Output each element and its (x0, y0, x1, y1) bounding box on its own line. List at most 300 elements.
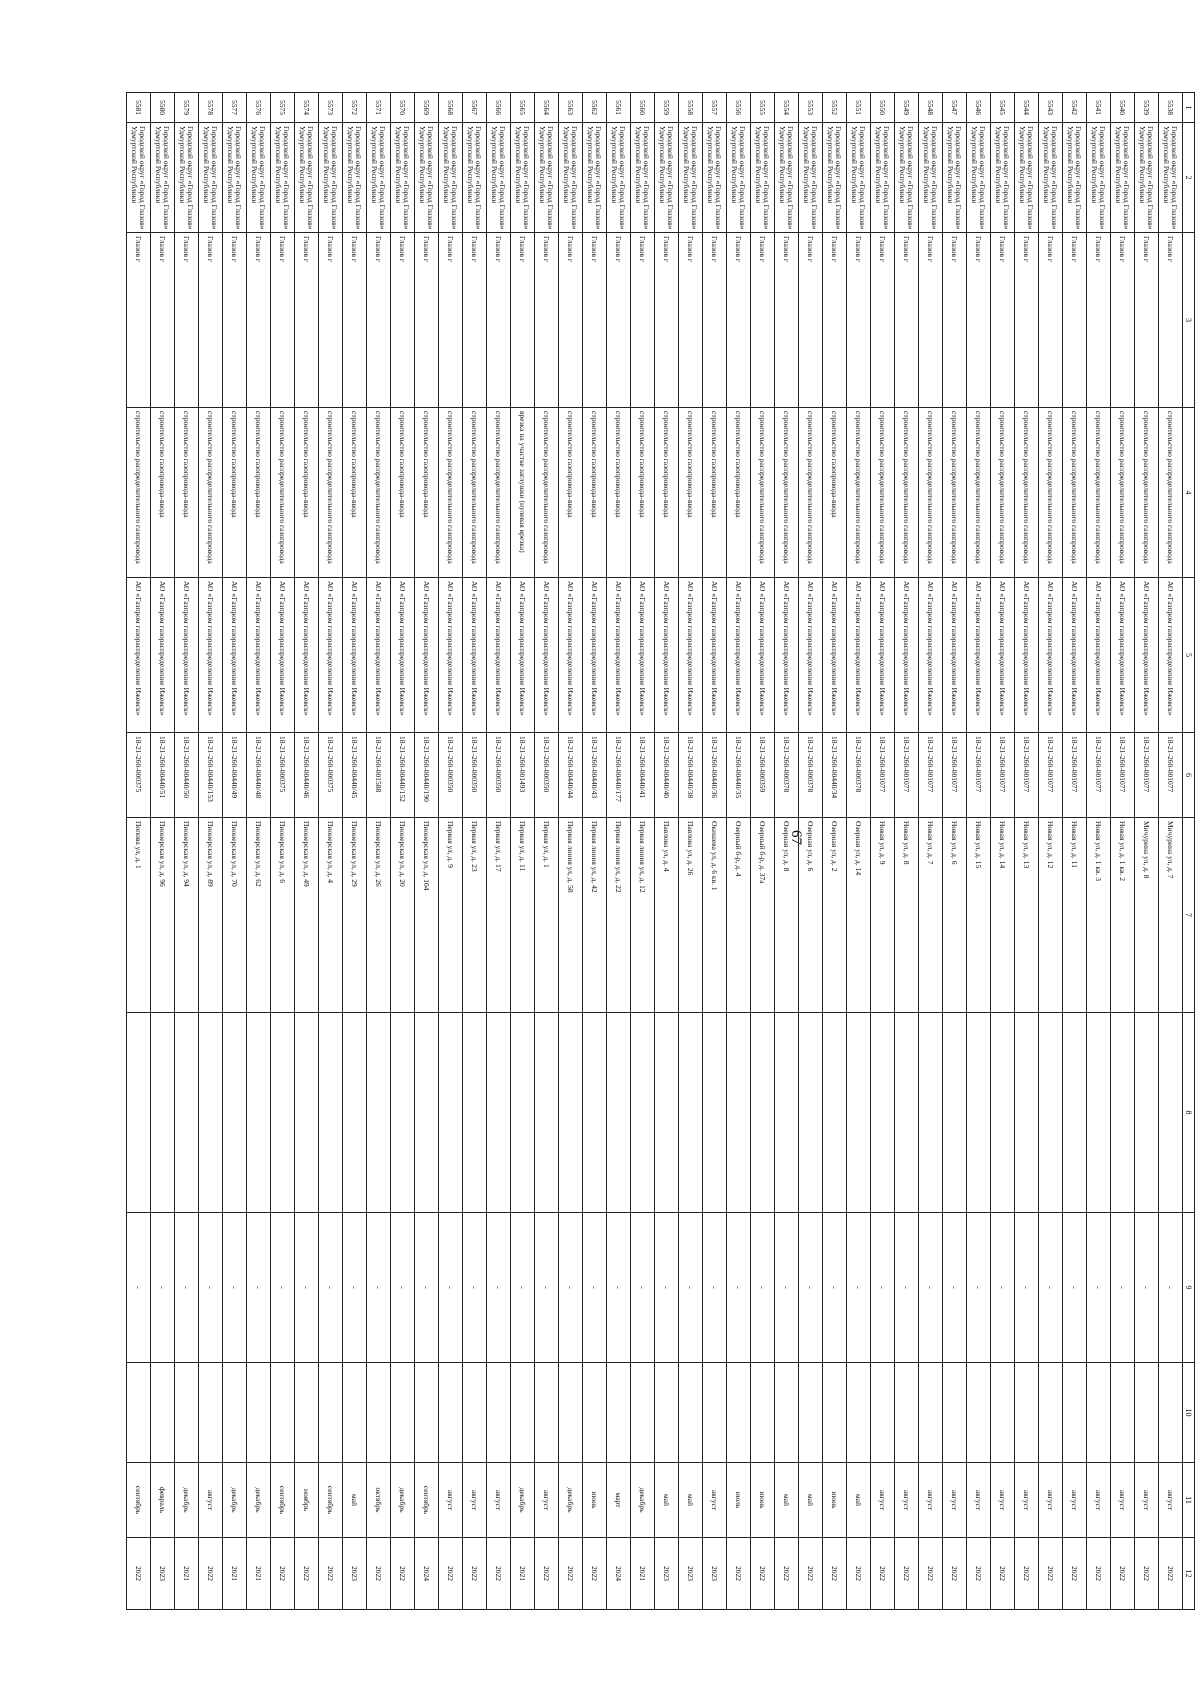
object-code-cell: 18-21-260-001077 (919, 733, 943, 818)
object-code-cell: 18-21-260-00440/43 (583, 733, 607, 818)
district-line-2: Удмуртской Республики (682, 126, 692, 204)
district-line-1: Городской округ «Город Глазов» (834, 126, 844, 230)
row-number-cell: 5559 (655, 93, 679, 123)
table-row (319, 93, 343, 1610)
month-cell: декабрь (391, 1463, 415, 1538)
object-code-cell: 18-21-260-001077 (1087, 733, 1111, 818)
work-type-cell: строительство распределительного газопровода (367, 408, 391, 578)
column-9-cell: - (271, 1213, 295, 1363)
work-type-cell: строительство газопровода-ввода (631, 408, 655, 578)
district-line-2: Удмуртской Республики (946, 126, 956, 204)
district-cell (415, 123, 439, 233)
column-10-cell (991, 1363, 1015, 1463)
work-type-cell: строительство газопровода-ввода (295, 408, 319, 578)
column-number-header-row (1183, 93, 1195, 1610)
district-line-1: Городской округ «Город Глазов» (186, 126, 196, 230)
column-8-cell (583, 1013, 607, 1213)
district-cell (799, 123, 823, 233)
district-cell (823, 123, 847, 233)
column-8-cell (847, 1013, 871, 1213)
column-header: 1 (1183, 93, 1195, 123)
row-number-cell: 5545 (991, 93, 1015, 123)
address-cell: Пионерская ул, д. 96 (151, 818, 175, 1013)
object-code-cell: 18-21-260-00440/35 (727, 733, 751, 818)
gas-pipeline-schedule-table (126, 92, 1195, 1610)
work-type-cell: строительство распределительного газопровода (1015, 408, 1039, 578)
work-type-cell: строительство распределительного газопровода (1063, 408, 1087, 578)
district-cell (631, 123, 655, 233)
organization-cell: АО «Газпром газораспределение Ижевск» (1087, 578, 1111, 733)
row-number-cell: 5579 (175, 93, 199, 123)
district-line-1: Городской округ «Город Глазов» (1170, 126, 1180, 230)
column-9-cell: - (1063, 1213, 1087, 1363)
settlement-cell: Глазов г (487, 233, 511, 408)
address-cell: Озерная ул, д. 2 (823, 818, 847, 1013)
column-9-cell: - (679, 1213, 703, 1363)
year-cell: 2023 (655, 1538, 679, 1610)
column-8-cell (919, 1013, 943, 1213)
month-cell: сентябрь (271, 1463, 295, 1538)
row-number-cell: 5550 (871, 93, 895, 123)
column-8-cell (199, 1013, 223, 1213)
settlement-cell: Глазов г (1111, 233, 1135, 408)
district-line-1: Городской округ «Город Глазов» (906, 126, 916, 230)
district-line-1: Городской округ «Город Глазов» (258, 126, 268, 230)
column-header: 4 (1183, 408, 1195, 578)
column-8-cell (415, 1013, 439, 1213)
row-number-cell: 5566 (487, 93, 511, 123)
table-row (247, 93, 271, 1610)
district-line-2: Удмуртской Республики (994, 126, 1004, 204)
month-cell: август (1111, 1463, 1135, 1538)
column-8-cell (967, 1013, 991, 1213)
year-cell: 2022 (487, 1538, 511, 1610)
year-cell: 2021 (175, 1538, 199, 1610)
year-cell: 2022 (439, 1538, 463, 1610)
address-cell: Пионерская ул, д. 49 (295, 818, 319, 1013)
object-code-cell: 18-21-260-00440/36 (703, 733, 727, 818)
column-10-cell (415, 1363, 439, 1463)
column-8-cell (631, 1013, 655, 1213)
work-type-cell: строительство распределительного газопровода (1087, 408, 1111, 578)
column-9-cell: - (367, 1213, 391, 1363)
district-line-1: Городской округ «Город Глазов» (426, 126, 436, 230)
district-line-2: Удмуртской Республики (1042, 126, 1052, 204)
row-number-cell: 5538 (1159, 93, 1183, 123)
settlement-cell: Глазов г (823, 233, 847, 408)
object-code-cell: 18-21-260-00440/34 (823, 733, 847, 818)
district-cell (295, 123, 319, 233)
month-cell: декабрь (631, 1463, 655, 1538)
row-number-cell: 5551 (847, 93, 871, 123)
work-type-cell: строительство распределительного газопровода (919, 408, 943, 578)
district-line-2: Удмуртской Республики (466, 126, 476, 204)
column-8-cell (151, 1013, 175, 1213)
district-cell (895, 123, 919, 233)
district-cell (175, 123, 199, 233)
row-number-cell: 5580 (151, 93, 175, 123)
district-cell (583, 123, 607, 233)
column-10-cell (367, 1363, 391, 1463)
work-type-cell: строительство распределительного газопровода (1039, 408, 1063, 578)
column-10-cell (199, 1363, 223, 1463)
column-10-cell (871, 1363, 895, 1463)
column-8-cell (871, 1013, 895, 1213)
address-cell: Новая ул, д. 11 (1063, 818, 1087, 1013)
table-row (943, 93, 967, 1610)
district-line-1: Городской округ «Город Глазов» (978, 126, 988, 230)
table-row (535, 93, 559, 1610)
row-number-cell: 5560 (631, 93, 655, 123)
district-cell (703, 123, 727, 233)
table-row (223, 93, 247, 1610)
address-cell: Озерный б-р, д. 37а (751, 818, 775, 1013)
work-type-cell: строительство газопровода-ввода (391, 408, 415, 578)
address-cell: Пионерская ул, д. 29 (343, 818, 367, 1013)
district-line-2: Удмуртской Республики (970, 126, 980, 204)
year-cell: 2022 (991, 1538, 1015, 1610)
year-cell: 2021 (247, 1538, 271, 1610)
address-cell: Пионерская ул, д. 6 (271, 818, 295, 1013)
organization-cell: АО «Газпром газораспределение Ижевск» (151, 578, 175, 733)
object-code-cell: 18-21-260-00440/50 (175, 733, 199, 818)
district-cell (559, 123, 583, 233)
month-cell: август (991, 1463, 1015, 1538)
address-cell: Первая линия ул, д. 58 (559, 818, 583, 1013)
column-9-cell: - (631, 1213, 655, 1363)
column-8-cell (703, 1013, 727, 1213)
month-cell: март (607, 1463, 631, 1538)
district-line-2: Удмуртской Республики (826, 126, 836, 204)
settlement-cell: Глазов г (319, 233, 343, 408)
district-line-1: Городской округ «Город Глазов» (666, 126, 676, 230)
month-cell: май (799, 1463, 823, 1538)
table-row (367, 93, 391, 1610)
object-code-cell: 18-21-260-000378 (847, 733, 871, 818)
row-number-cell: 5570 (391, 93, 415, 123)
district-line-1: Городской округ «Город Глазов» (810, 126, 820, 230)
row-number-cell: 5547 (943, 93, 967, 123)
organization-cell: АО «Газпром газораспределение Ижевск» (535, 578, 559, 733)
address-cell: Новая ул, д. 1 кв. 3 (1087, 818, 1111, 1013)
column-9-cell: - (967, 1213, 991, 1363)
object-code-cell: 18-21-260-001493 (511, 733, 535, 818)
table-row (1159, 93, 1183, 1610)
column-8-cell (487, 1013, 511, 1213)
work-type-cell: строительство газопровода-ввода (823, 408, 847, 578)
object-code-cell: 18-21-260-00440/152 (391, 733, 415, 818)
district-line-2: Удмуртской Республики (490, 126, 500, 204)
organization-cell: АО «Газпром газораспределение Ижевск» (991, 578, 1015, 733)
row-number-cell: 5556 (727, 93, 751, 123)
district-line-1: Городской округ «Город Глазов» (1050, 126, 1060, 230)
object-code-cell: 18-21-260-001077 (1111, 733, 1135, 818)
district-line-1: Городской округ «Город Глазов» (138, 126, 148, 230)
month-cell: август (199, 1463, 223, 1538)
year-cell: 2021 (511, 1538, 535, 1610)
year-cell: 2022 (199, 1538, 223, 1610)
district-line-2: Удмуртской Республики (730, 126, 740, 204)
address-cell: Новая ул, д. 7 (919, 818, 943, 1013)
column-9-cell: - (175, 1213, 199, 1363)
district-cell (1111, 123, 1135, 233)
district-cell (439, 123, 463, 233)
object-code-cell: 18-21-260-000375 (127, 733, 151, 818)
work-type-cell: строительство распределительного газопровода (871, 408, 895, 578)
work-type-cell: строительство газопровода-ввода (247, 408, 271, 578)
object-code-cell: 18-21-260-00440/49 (223, 733, 247, 818)
year-cell: 2022 (1087, 1538, 1111, 1610)
address-cell: Первая ул, д. 17 (487, 818, 511, 1013)
work-type-cell: строительство газопровода-ввода (151, 408, 175, 578)
year-cell: 2023 (703, 1538, 727, 1610)
table-row (871, 93, 895, 1610)
column-8-cell (127, 1013, 151, 1213)
district-cell (991, 123, 1015, 233)
column-9-cell: - (895, 1213, 919, 1363)
row-number-cell: 5543 (1039, 93, 1063, 123)
year-cell: 2022 (943, 1538, 967, 1610)
column-10-cell (967, 1363, 991, 1463)
column-header: 10 (1183, 1363, 1195, 1463)
address-cell: Новая ул, д. 15 (967, 818, 991, 1013)
district-line-1: Городской округ «Город Глазов» (282, 126, 292, 230)
district-line-1: Городской округ «Город Глазов» (402, 126, 412, 230)
column-8-cell (319, 1013, 343, 1213)
column-9-cell: - (1111, 1213, 1135, 1363)
object-code-cell: 18-21-260-00440/177 (607, 733, 631, 818)
row-number-cell: 5568 (439, 93, 463, 123)
month-cell: декабрь (175, 1463, 199, 1538)
row-number-cell: 5574 (295, 93, 319, 123)
table-row (391, 93, 415, 1610)
table-row (511, 93, 535, 1610)
month-cell: июль (727, 1463, 751, 1538)
district-line-1: Городской округ «Город Глазов» (570, 126, 580, 230)
address-cell: Первая ул, д. 9 (439, 818, 463, 1013)
month-cell: ноябрь (295, 1463, 319, 1538)
table-row (799, 93, 823, 1610)
address-cell: Окишева ул, д. 6 кв. 1 (703, 818, 727, 1013)
column-10-cell (823, 1363, 847, 1463)
column-10-cell (295, 1363, 319, 1463)
settlement-cell: Глазов г (535, 233, 559, 408)
organization-cell: АО «Газпром газораспределение Ижевск» (679, 578, 703, 733)
organization-cell: АО «Газпром газораспределение Ижевск» (199, 578, 223, 733)
column-header: 7 (1183, 818, 1195, 1013)
year-cell: 2022 (463, 1538, 487, 1610)
column-8-cell (1111, 1013, 1135, 1213)
settlement-cell: Глазов г (415, 233, 439, 408)
address-cell: Пионерская ул, д. 20 (391, 818, 415, 1013)
year-cell: 2022 (1135, 1538, 1159, 1610)
district-line-2: Удмуртской Республики (1066, 126, 1076, 204)
object-code-cell: 18-21-260-000350 (535, 733, 559, 818)
work-type-cell: врезка на участке заглушки (нулевая врезка) (511, 408, 535, 578)
column-9-cell: - (607, 1213, 631, 1363)
district-line-1: Городской округ «Город Глазов» (1002, 126, 1012, 230)
year-cell: 2022 (559, 1538, 583, 1610)
year-cell: 2022 (727, 1538, 751, 1610)
district-line-1: Городской округ «Город Глазов» (306, 126, 316, 230)
work-type-cell: строительство распределительного газопровода (1159, 408, 1183, 578)
column-header: 9 (1183, 1213, 1195, 1363)
column-10-cell (799, 1363, 823, 1463)
column-9-cell: - (751, 1213, 775, 1363)
work-type-cell: строительство распределительного газопровода (775, 408, 799, 578)
organization-cell: АО «Газпром газораспределение Ижевск» (1135, 578, 1159, 733)
table-row (823, 93, 847, 1610)
year-cell: 2022 (799, 1538, 823, 1610)
address-cell: Новая ул, д. 1 кв. 2 (1111, 818, 1135, 1013)
organization-cell: АО «Газпром газораспределение Ижевск» (559, 578, 583, 733)
organization-cell: АО «Газпром газораспределение Ижевск» (1039, 578, 1063, 733)
organization-cell: АО «Газпром газораспределение Ижевск» (919, 578, 943, 733)
settlement-cell: Глазов г (295, 233, 319, 408)
district-line-2: Удмуртской Республики (298, 126, 308, 204)
column-9-cell: - (847, 1213, 871, 1363)
district-line-2: Удмуртской Республики (514, 126, 524, 204)
organization-cell: АО «Газпром газораспределение Ижевск» (247, 578, 271, 733)
district-line-2: Удмуртской Республики (250, 126, 260, 204)
district-line-2: Удмуртской Республики (586, 126, 596, 204)
district-line-1: Городской округ «Город Глазов» (618, 126, 628, 230)
row-number-cell: 5573 (319, 93, 343, 123)
row-number-cell: 5571 (367, 93, 391, 123)
row-number-cell: 5564 (535, 93, 559, 123)
work-type-cell: строительство распределительного газопровода (751, 408, 775, 578)
work-type-cell: строительство газопровода-ввода (679, 408, 703, 578)
table-row (151, 93, 175, 1610)
column-8-cell (799, 1013, 823, 1213)
district-cell (247, 123, 271, 233)
district-cell (487, 123, 511, 233)
column-9-cell: - (295, 1213, 319, 1363)
settlement-cell: Глазов г (967, 233, 991, 408)
column-9-cell: - (1039, 1213, 1063, 1363)
row-number-cell: 5549 (895, 93, 919, 123)
column-10-cell (511, 1363, 535, 1463)
month-cell: август (439, 1463, 463, 1538)
year-cell: 2022 (895, 1538, 919, 1610)
table-row (919, 93, 943, 1610)
table-row (295, 93, 319, 1610)
settlement-cell: Глазов г (1135, 233, 1159, 408)
column-9-cell: - (487, 1213, 511, 1363)
address-cell: Озерный б-р, д. 4 (727, 818, 751, 1013)
object-code-cell: 18-21-260-00440/40 (655, 733, 679, 818)
settlement-cell: Глазов г (871, 233, 895, 408)
settlement-cell: Глазов г (943, 233, 967, 408)
column-10-cell (703, 1363, 727, 1463)
row-number-cell: 5540 (1111, 93, 1135, 123)
year-cell: 2022 (535, 1538, 559, 1610)
district-line-2: Удмуртской Республики (130, 126, 140, 204)
address-cell: Первая линия ул, д. 22 (607, 818, 631, 1013)
column-9-cell: - (703, 1213, 727, 1363)
column-9-cell: - (319, 1213, 343, 1363)
district-cell (847, 123, 871, 233)
work-type-cell: строительство распределительного газопровода (1135, 408, 1159, 578)
month-cell: декабрь (223, 1463, 247, 1538)
year-cell: 2022 (391, 1538, 415, 1610)
settlement-cell: Глазов г (223, 233, 247, 408)
district-line-2: Удмуртской Республики (706, 126, 716, 204)
settlement-cell: Глазов г (463, 233, 487, 408)
work-type-cell: строительство газопровода-ввода (655, 408, 679, 578)
district-line-1: Городской округ «Город Глазов» (378, 126, 388, 230)
month-cell: май (655, 1463, 679, 1538)
object-code-cell: 18-21-260-001077 (895, 733, 919, 818)
year-cell: 2022 (1111, 1538, 1135, 1610)
month-cell: август (535, 1463, 559, 1538)
year-cell: 2022 (1159, 1538, 1183, 1610)
work-type-cell: строительство газопровода-ввода (415, 408, 439, 578)
year-cell: 2023 (679, 1538, 703, 1610)
organization-cell: АО «Газпром газораспределение Ижевск» (391, 578, 415, 733)
district-line-2: Удмуртской Республики (394, 126, 404, 204)
district-line-1: Городской округ «Город Глазов» (474, 126, 484, 230)
year-cell: 2022 (319, 1538, 343, 1610)
column-10-cell (679, 1363, 703, 1463)
organization-cell: АО «Газпром газораспределение Ижевск» (1015, 578, 1039, 733)
column-8-cell (367, 1013, 391, 1213)
column-10-cell (583, 1363, 607, 1463)
district-cell (319, 123, 343, 233)
column-9-cell: - (463, 1213, 487, 1363)
month-cell: декабрь (511, 1463, 535, 1538)
settlement-cell: Глазов г (511, 233, 535, 408)
organization-cell: АО «Газпром газораспределение Ижевск» (367, 578, 391, 733)
district-line-2: Удмуртской Республики (418, 126, 428, 204)
column-10-cell (775, 1363, 799, 1463)
year-cell: 2022 (751, 1538, 775, 1610)
settlement-cell: Глазов г (895, 233, 919, 408)
year-cell: 2022 (1015, 1538, 1039, 1610)
district-line-2: Удмуртской Республики (322, 126, 332, 204)
row-number-cell: 5562 (583, 93, 607, 123)
organization-cell: АО «Газпром газораспределение Ижевск» (1111, 578, 1135, 733)
row-number-cell: 5548 (919, 93, 943, 123)
district-line-1: Городской округ «Город Глазов» (858, 126, 868, 230)
address-cell: Павлова ул, д. 26 (679, 818, 703, 1013)
district-line-1: Городской округ «Город Глазов» (1098, 126, 1108, 230)
organization-cell: АО «Газпром газораспределение Ижевск» (799, 578, 823, 733)
settlement-cell: Глазов г (775, 233, 799, 408)
work-type-cell: строительство распределительного газопровода (319, 408, 343, 578)
column-8-cell (751, 1013, 775, 1213)
district-cell (463, 123, 487, 233)
table-row (559, 93, 583, 1610)
district-cell (751, 123, 775, 233)
district-line-2: Удмуртской Республики (538, 126, 548, 204)
row-number-cell: 5563 (559, 93, 583, 123)
column-9-cell: - (1015, 1213, 1039, 1363)
district-line-1: Городской округ «Город Глазов» (546, 126, 556, 230)
district-line-2: Удмуртской Республики (658, 126, 668, 204)
district-line-2: Удмуртской Республики (346, 126, 356, 204)
address-cell: Пионерская ул, д. 4 (319, 818, 343, 1013)
table-row (415, 93, 439, 1610)
organization-cell: АО «Газпром газораспределение Ижевск» (1063, 578, 1087, 733)
work-type-cell: строительство распределительного газопровода (463, 408, 487, 578)
district-line-2: Удмуртской Республики (802, 126, 812, 204)
column-9-cell: - (391, 1213, 415, 1363)
district-cell (775, 123, 799, 233)
district-line-1: Городской округ «Город Глазов» (1026, 126, 1036, 230)
column-9-cell: - (727, 1213, 751, 1363)
organization-cell: АО «Газпром газораспределение Ижевск» (823, 578, 847, 733)
